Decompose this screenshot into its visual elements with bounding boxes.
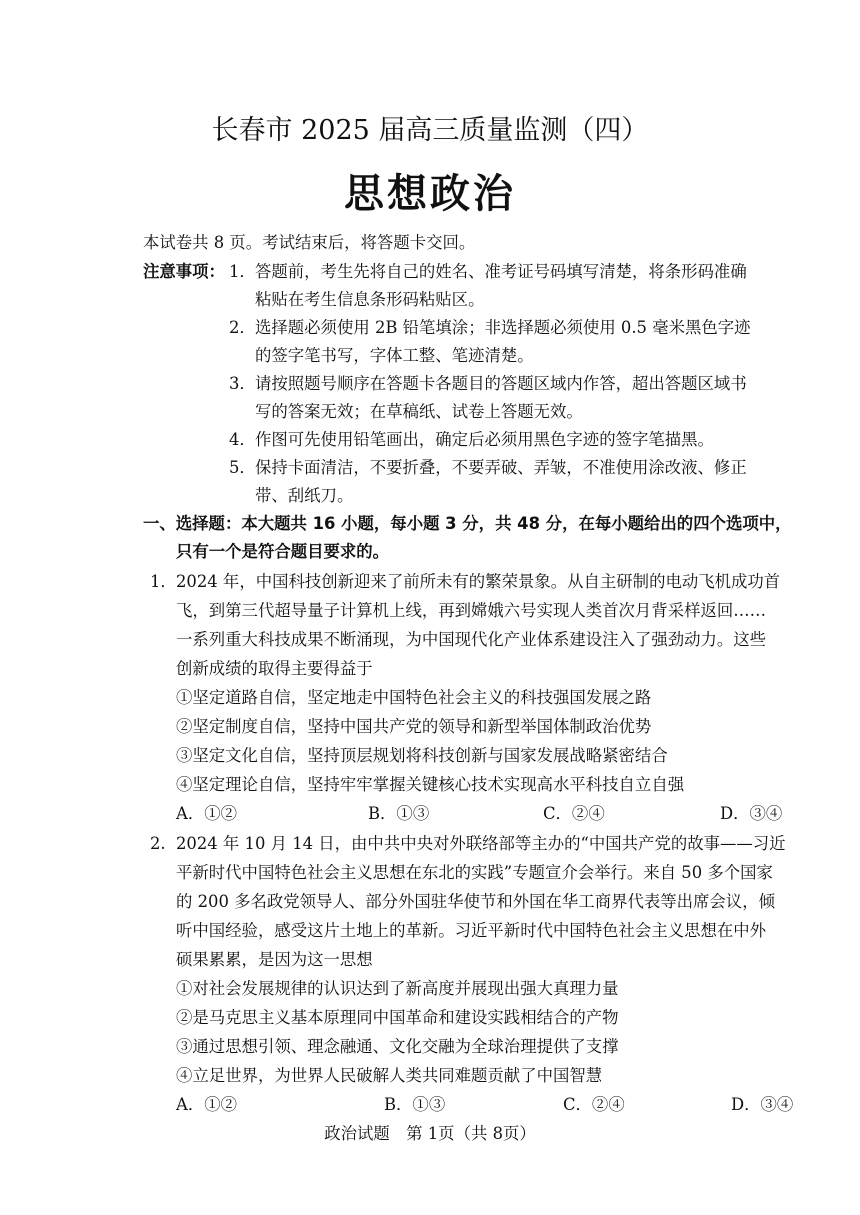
question-2-stem-line-2: 平新时代中国特色社会主义思想在东北的实践”专题宣介会举行。来自 50 多个国家 — [176, 863, 773, 882]
question-1-item-1: ①坚定道路自信，坚定地走中国特色社会主义的科技强国发展之路 — [176, 688, 652, 707]
notice-label: 注意事项： — [143, 262, 225, 281]
question-1-option-b: B．①③ — [368, 804, 430, 823]
notice-4-line-1: 作图可先使用铅笔画出，确定后必须用黑色字迹的签字笔描黑。 — [255, 430, 714, 449]
notice-4-num: 4． — [229, 430, 256, 449]
exam-title: 长春市 2025 届高三质量监测（四） — [211, 115, 649, 146]
question-1-stem-line-3: 一系列重大科技成果不断涌现，为中国现代化产业体系建设注入了强劲动力。这些 — [176, 630, 767, 649]
question-2-option-c: C．②④ — [563, 1095, 625, 1114]
question-2-stem-line-3: 的 200 多名政党领导人、部分外国驻华使节和外国在华工商界代表等出席会议，倾 — [176, 892, 775, 911]
question-2-item-2: ②是马克思主义基本原理同中国革命和建设实践相结合的产物 — [176, 1008, 619, 1027]
question-2-option-a: A．①② — [176, 1095, 238, 1114]
notice-1-line-2: 粘贴在考生信息条形码粘贴区。 — [255, 290, 485, 309]
question-2-stem-line-1: 2024 年 10 月 14 日，由中共中央对外联络部等主办的“中国共产党的故事——习近 — [176, 834, 786, 853]
page-footer: 政治试题 第 1页（共 8页） — [324, 1124, 536, 1143]
question-1-option-c: C．②④ — [543, 804, 605, 823]
question-2-item-4: ④立足世界，为世界人民破解人类共同难题贡献了中国智慧 — [176, 1066, 603, 1085]
notice-3-line-2: 写的答案无效；在草稿纸、试卷上答题无效。 — [255, 402, 583, 421]
question-1-item-4: ④坚定理论自信，坚持牢牢掌握关键核心技术实现高水平科技自立自强 — [176, 775, 685, 794]
question-2-number: 2. — [150, 834, 166, 853]
question-1-item-3: ③坚定文化自信，坚持顶层规划将科技创新与国家发展战略紧密结合 — [176, 746, 668, 765]
notice-5-num: 5． — [229, 458, 256, 477]
question-2-stem-line-4: 听中国经验，感受这片土地上的革新。习近平新时代中国特色社会主义思想在中外 — [176, 921, 767, 940]
section-heading-line-2: 只有一个是符合题目要求的。 — [176, 542, 390, 561]
question-2-option-d: D．③④ — [731, 1095, 794, 1114]
question-1-item-2: ②坚定制度自信，坚持中国共产党的领导和新型举国体制政治优势 — [176, 717, 652, 736]
question-1-option-d: D．③④ — [720, 804, 783, 823]
notice-3-num: 3． — [229, 374, 256, 393]
subject-title: 思想政治 — [344, 171, 516, 217]
question-1-stem-line-2: 飞，到第三代超导量子计算机上线，再到嫦娥六号实现人类首次月背采样返回…… — [176, 601, 767, 620]
question-1-option-a: A．①② — [176, 804, 238, 823]
notice-3-line-1: 请按照题号顺序在答题卡各题目的答题区域内作答，超出答题区域书 — [255, 374, 747, 393]
question-2-option-b: B．①③ — [384, 1095, 446, 1114]
intro-line: 本试卷共 8 页。考试结束后，将答题卡交回。 — [143, 233, 476, 252]
notice-1-line-1: 答题前，考生先将自己的姓名、准考证号码填写清楚，将条形码准确 — [255, 262, 747, 281]
notice-2-num: 2． — [229, 318, 256, 337]
question-2-item-1: ①对社会发展规律的认识达到了新高度并展现出强大真理力量 — [176, 979, 619, 998]
question-1-number: 1． — [150, 572, 177, 591]
notice-2-line-2: 的签字笔书写，字体工整、笔迹清楚。 — [255, 346, 534, 365]
question-1-stem-line-4: 创新成绩的取得主要得益于 — [176, 659, 373, 678]
question-1-stem-line-1: 2024 年，中国科技创新迎来了前所未有的繁荣景象。从自主研制的电动飞机成功首 — [176, 572, 781, 591]
question-2-item-3: ③通过思想引领、理念融通、文化交融为全球治理提供了支撑 — [176, 1037, 619, 1056]
notice-5-line-2: 带、刮纸刀。 — [255, 486, 354, 505]
notice-1-num: 1． — [229, 262, 256, 281]
section-heading-line-1: 一、选择题：本大题共 16 小题，每小题 3 分，共 48 分，在每小题给出的四个选项中， — [143, 514, 792, 533]
notice-5-line-1: 保持卡面清洁，不要折叠，不要弄破、弄皱，不准使用涂改液、修正 — [255, 458, 747, 477]
notice-2-line-1: 选择题必须使用 2B 铅笔填涂；非选择题必须使用 0.5 毫米黑色字迹 — [255, 318, 751, 337]
question-2-stem-line-5: 硕果累累，是因为这一思想 — [176, 950, 373, 969]
